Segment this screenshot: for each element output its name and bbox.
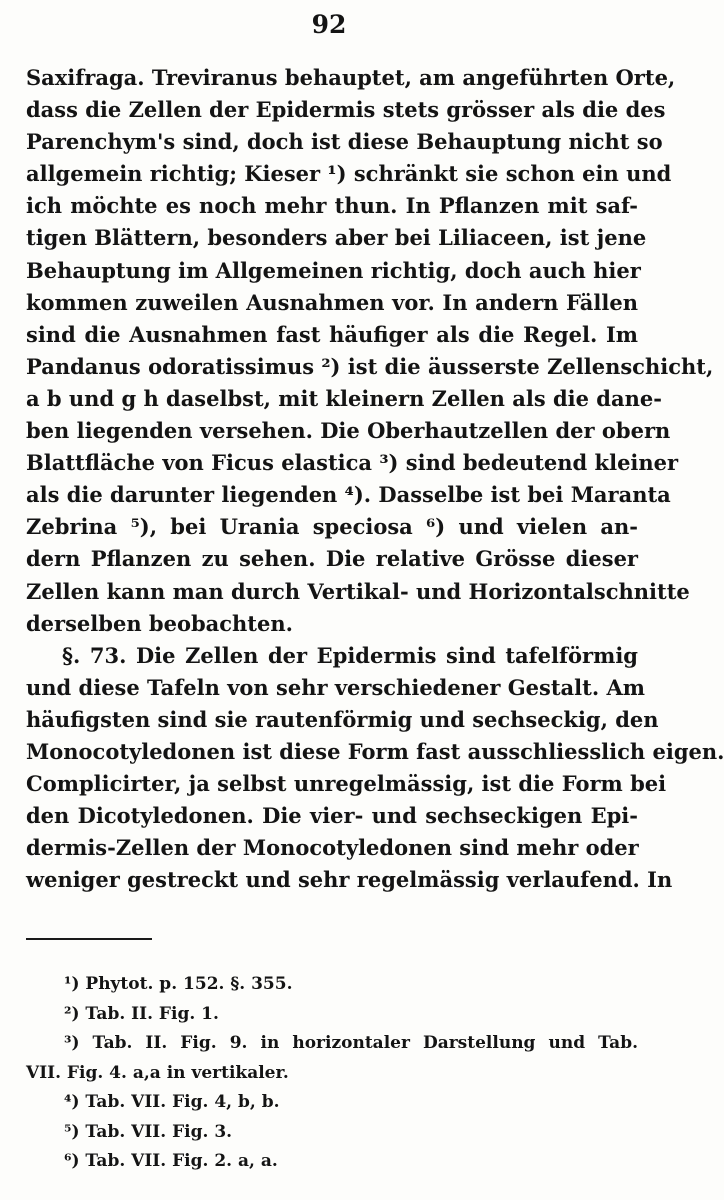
footnote: ⁴) Tab. VII. Fig. 4, b, b. bbox=[64, 1092, 280, 1112]
footnote: ²) Tab. II. Fig. 1. bbox=[64, 1003, 219, 1024]
text-line: und diese Tafeln von sehr verschiedener Gestalt. Am bbox=[26, 674, 645, 700]
text-line: häufigsten sind sie rautenförmig und sechseckig, den bbox=[26, 706, 659, 732]
body-text bbox=[26, 62, 724, 896]
text-line: weniger gestreckt und sehr regelmässig verlaufend. In bbox=[26, 867, 673, 893]
text-line: den Dicotyledonen. Die vier- und sechseckigen Epi- bbox=[26, 803, 638, 829]
text-line: allgemein richtig; Kieser ¹) schränkt sie schon ein und bbox=[26, 161, 672, 187]
text-line: Complicirter, ja selbst unregelmässig, ist die Form bei bbox=[26, 771, 667, 797]
text-line: Zebrina ⁵), bei Urania speciosa ⁶) und vielen an- bbox=[26, 514, 638, 540]
text-line: Monocotyledonen ist diese Form fast ausschliesslich eigen. bbox=[26, 738, 724, 764]
text-line: kommen zuweilen Ausnahmen vor. In andern Fällen bbox=[26, 289, 638, 315]
paragraph-end-line: derselben beobachten. bbox=[26, 610, 293, 636]
text-line: Parenchym's sind, doch ist diese Behauptung nicht so bbox=[26, 129, 663, 155]
text-line: dern Pflanzen zu sehen. Die relative Grösse dieser bbox=[26, 546, 638, 572]
text-line: Behauptung im Allgemeinen richtig, doch auch hier bbox=[26, 257, 641, 283]
text-line: dermis-Zellen der Monocotyledonen sind mehr oder bbox=[26, 835, 639, 861]
section-heading-line: §. 73. Die Zellen der Epidermis sind tafelförmig bbox=[62, 642, 638, 668]
text-line: dass die Zellen der Epidermis stets grösser als die des bbox=[26, 97, 666, 123]
page-number: 92 bbox=[311, 10, 347, 39]
text-line: Zellen kann man durch Vertikal- und Horizontalschnitte bbox=[26, 578, 690, 604]
footnote-divider bbox=[26, 938, 152, 940]
footnote: ⁶) Tab. VII. Fig. 2. a, a. bbox=[64, 1151, 278, 1171]
text-line: ich möchte es noch mehr thun. In Pflanzen mit saf- bbox=[26, 193, 638, 219]
footnote: ¹) Phytot. p. 152. §. 355. bbox=[64, 974, 293, 994]
text-line: als die darunter liegenden ⁴). Dasselbe ist bei Maranta bbox=[26, 482, 671, 508]
text-line: sind die Ausnahmen fast häufiger als die Regel. Im bbox=[26, 321, 638, 347]
text-line: a b und g h daselbst, mit kleinern Zellen als die dane- bbox=[26, 385, 662, 411]
text-line: Pandanus odoratissimus ²) ist die äusserste Zellenschicht, bbox=[26, 353, 714, 379]
text-line: ben liegenden versehen. Die Oberhautzellen der obern bbox=[26, 418, 671, 444]
footnote: ³) Tab. II. Fig. 9. in horizontaler Darstellung und Tab. bbox=[64, 1033, 638, 1053]
footnote: ⁵) Tab. VII. Fig. 3. bbox=[64, 1121, 233, 1142]
footnote-continuation: VII. Fig. 4. a,a in vertikaler. bbox=[26, 1062, 289, 1083]
text-line: Saxifraga. Treviranus behauptet, am angeführten Orte, bbox=[26, 65, 676, 90]
footnotes bbox=[26, 970, 638, 1177]
text-line: Blattfläche von Ficus elastica ³) sind bedeutend kleiner bbox=[26, 450, 679, 476]
text-line: tigen Blättern, besonders aber bei Liliaceen, ist jene bbox=[26, 225, 647, 251]
